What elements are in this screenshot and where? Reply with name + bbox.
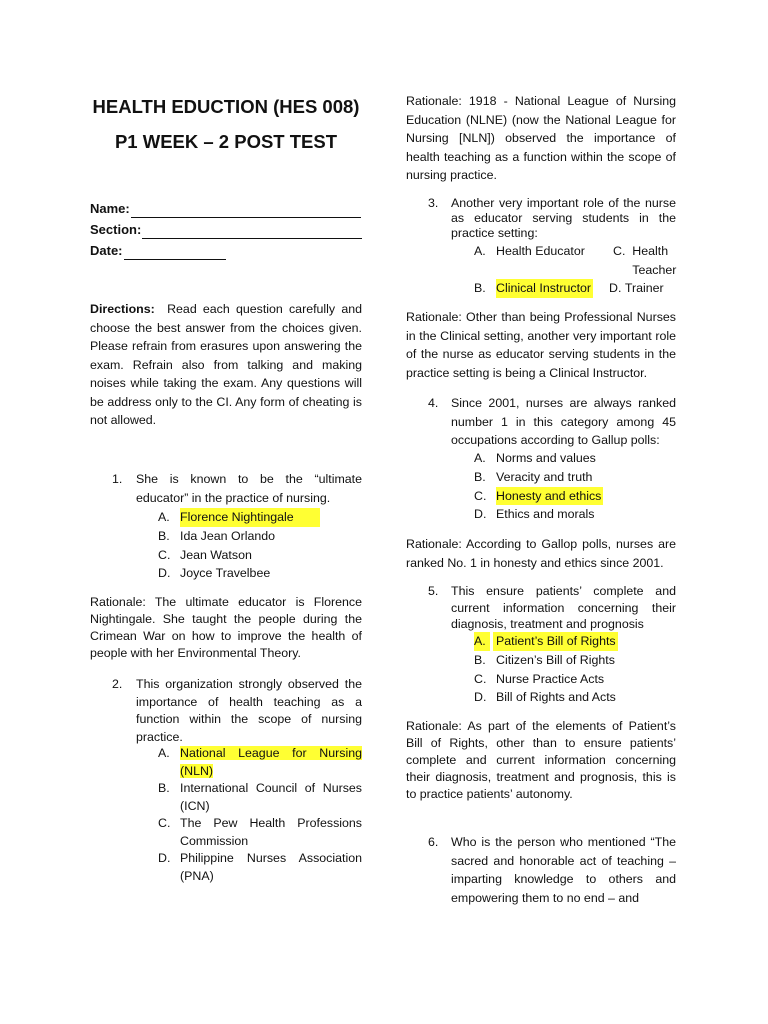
option-b[interactable]: B. International Council of Nurses (ICN) <box>158 781 362 813</box>
date-blank[interactable] <box>124 245 226 260</box>
date-field[interactable] <box>90 242 226 260</box>
rationale-3: Rationale: Other than being Professional Nurses in the Clinical setting, another very important role of the nurse as educator serving students in the practice setting is being a Clinical Instructor. <box>406 310 676 380</box>
question-text: This organization strongly observed the importance of health teaching as a function within the scope of nursing practice. <box>136 677 362 744</box>
option-b[interactable]: B. Ida Jean Orlando <box>158 528 276 543</box>
option-b[interactable]: B. Citizen’s Bill of Rights <box>474 652 615 667</box>
option-text-highlighted: Clinical Instructor <box>496 279 593 298</box>
question-number: 5. <box>428 584 439 598</box>
option-b[interactable]: B. Veracity and truth <box>474 469 593 484</box>
option-b[interactable]: B. Clinical Instructor D. Trainer <box>474 279 676 298</box>
directions-label: Directions: <box>90 302 155 316</box>
question-4-options <box>474 449 676 524</box>
rationale-4: Rationale: According to Gallop polls, nurses are ranked No. 1 in honesty and ethics since 2001. <box>406 537 676 570</box>
question-2-options <box>158 745 362 885</box>
question-1-options <box>158 508 362 583</box>
rationale-1: Rationale: The ultimate educator is Florence Nightingale. She taught the people during the Crimean War on how to improve the health of people with her Environmental Theory. <box>90 595 362 660</box>
question-text: This ensure patients’ complete and current information concerning their diagnosis, treatment and prognosis <box>451 584 676 631</box>
date-label: Date: <box>90 243 123 258</box>
question-number: 6. <box>428 835 439 849</box>
option-c[interactable]: C. Health Teacher <box>613 244 677 277</box>
option-a[interactable]: A. Norms and values <box>474 451 596 465</box>
directions-paragraph <box>90 300 362 430</box>
option-text-highlighted: Patient’s Bill of Rights <box>493 632 618 651</box>
name-blank[interactable] <box>131 203 361 218</box>
name-label: Name: <box>90 201 130 216</box>
section-field[interactable] <box>90 221 362 239</box>
section-blank[interactable] <box>142 224 362 239</box>
question-5-options <box>474 632 676 707</box>
document-title: HEALTH EDUCTION (HES 008) <box>92 96 360 117</box>
option-a[interactable]: A. Florence Nightingale <box>158 508 362 527</box>
option-d[interactable]: D. Philippine Nurses Association (PNA) <box>158 851 362 883</box>
option-d[interactable]: D. Trainer <box>609 281 664 295</box>
option-a[interactable]: A. Health Educator C. Health Teacher <box>474 242 676 261</box>
question-text: Who is the person who mentioned “The sacred and honorable act of teaching – imparting knowledge to others and empowering them to no end – and <box>451 835 676 905</box>
option-d[interactable]: D. Ethics and morals <box>474 507 595 522</box>
question-text: Since 2001, nurses are always ranked number 1 in this category among 45 occupations according to Gallup polls: <box>451 396 676 447</box>
option-a[interactable]: A. Patient’s Bill of Rights <box>474 632 676 651</box>
question-number: 1. <box>112 472 123 486</box>
rationale-2: Rationale: 1918 - National League of Nursing Education (NLNE) (now the National League for Nursing [NLN]) observed the importance of health teaching as a function within the scope of nursing practice. <box>406 94 676 182</box>
directions-text: Read each question carefully and choose the best answer from the choices given. Please refrain from erasures upon answering the exam. Refrain also from talking and making noises while taking the exam. Any questions will be address only to the CI. Any form of cheating is not allowed. <box>90 302 362 427</box>
question-text: She is known to be the “ultimate educator” in the practice of nursing. <box>136 472 362 505</box>
option-d[interactable]: D. Bill of Rights and Acts <box>474 690 616 705</box>
question-number: 4. <box>428 396 439 410</box>
option-c[interactable]: C. Jean Watson <box>158 547 252 562</box>
question-3-options <box>474 242 676 298</box>
option-c[interactable]: C. Nurse Practice Acts <box>474 671 605 686</box>
section-label: Section: <box>90 222 142 237</box>
option-d[interactable]: D. Joyce Travelbee <box>158 566 271 581</box>
name-field[interactable] <box>90 200 361 218</box>
option-text-highlighted: Honesty and ethics <box>496 487 603 506</box>
option-text-highlighted: Florence Nightingale <box>180 508 320 527</box>
option-text-highlighted: National League for Nursing (NLN) <box>180 746 362 778</box>
option-c[interactable]: C. Honesty and ethics <box>474 487 676 506</box>
document-subtitle: P1 WEEK – 2 POST TEST <box>114 131 338 152</box>
rationale-5: Rationale: As part of the elements of Patient’s Bill of Rights, other than to ensure patients’ complete and current information concerning their diagnosis, treatment and prognosis, this is to practice patients’ autonomy. <box>406 719 676 801</box>
question-number: 3. <box>428 196 439 210</box>
question-text: Another very important role of the nurse as educator serving students in the practice setting: <box>451 196 676 240</box>
question-number: 2. <box>112 677 123 691</box>
option-c[interactable]: C. The Pew Health Professions Commission <box>158 816 362 848</box>
option-a[interactable]: A. National League for Nursing (NLN) <box>158 745 362 780</box>
